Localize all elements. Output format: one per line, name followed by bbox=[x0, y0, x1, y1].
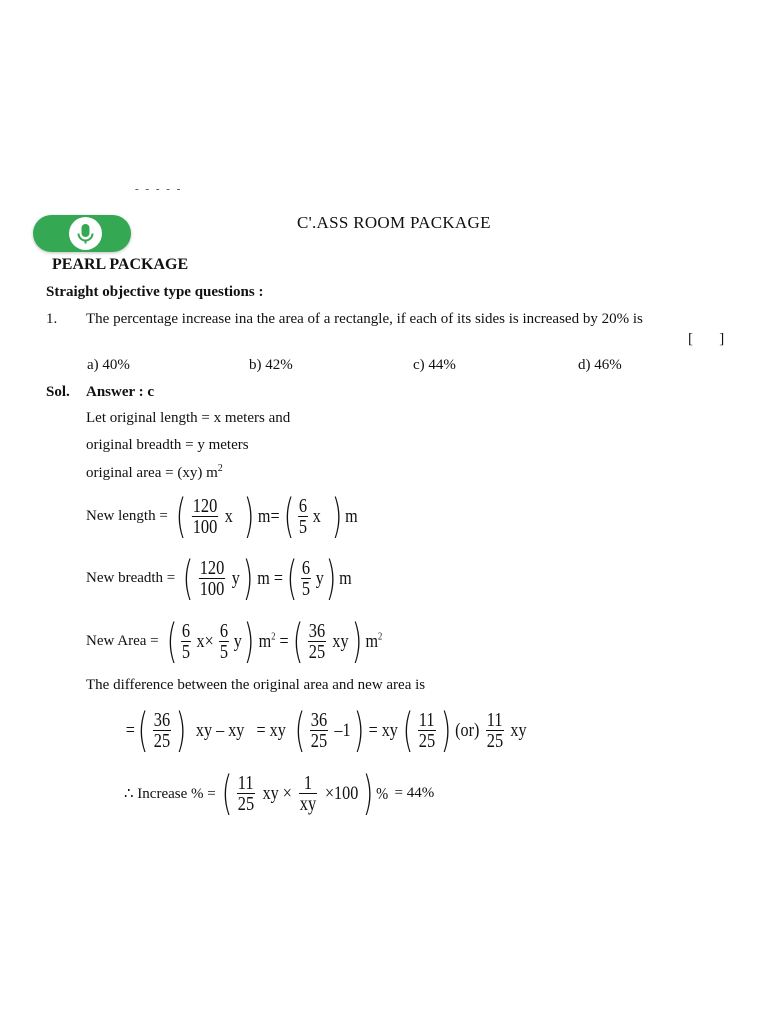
increase-label: ∴ Increase % = bbox=[124, 786, 216, 803]
voice-input-button[interactable] bbox=[33, 215, 131, 252]
solution-line-2: original breadth = y meters bbox=[86, 437, 249, 453]
difference-text: The difference between the original area and new area is bbox=[86, 677, 426, 693]
solution-line-1: Let original length = x meters and bbox=[86, 410, 291, 426]
answer-line: Answer : c bbox=[86, 384, 155, 400]
answer-bracket: [ ] bbox=[688, 331, 725, 347]
increase-equation: ∴ Increase % = ( $\frac{11}{25}$ xy × $\frac{1}{xy}$ ×100 ) % = 44% bbox=[124, 766, 435, 820]
section-title: Straight objective type questions : bbox=[46, 284, 264, 300]
new-area-equation: New Area = ( $\frac{6}{5}$ x× $\frac{6}{5}$ y ) $m^2$ = ( $\frac{36}{25}$ xy ) $m^2$ bbox=[86, 614, 383, 668]
option-c: c) 44% bbox=[413, 357, 456, 373]
new-breadth-equation: New breadth = ( $\frac{120}{100}$ y ) m = ( $\frac{6}{5}$ y ) m bbox=[86, 551, 353, 605]
option-d: d) 46% bbox=[578, 357, 622, 373]
result: = 44% bbox=[394, 785, 435, 802]
option-a: a) 40% bbox=[87, 357, 130, 373]
microphone-icon bbox=[69, 217, 102, 250]
new-length-label: New length = bbox=[86, 508, 168, 525]
new-breadth-label: New breadth = bbox=[86, 570, 176, 587]
new-area-label: New Area = bbox=[86, 633, 159, 650]
page-header: C'.ASS ROOM PACKAGE bbox=[297, 213, 491, 232]
new-length-equation: New length = ( $\frac{120}{100}$ x ) m= ( $\frac{6}{5}$ x ) m bbox=[86, 489, 358, 543]
solution-line-3: original area = (xy) $m^2$ bbox=[86, 463, 223, 481]
package-title: PEARL PACKAGE bbox=[52, 256, 189, 273]
top-dashes: - - - - - bbox=[135, 183, 183, 195]
question-text: The percentage increase ina the area of a rectangle, if each of its sides is increased by 20% is bbox=[86, 311, 643, 327]
option-b: b) 42% bbox=[249, 357, 293, 373]
solution-label: Sol. bbox=[46, 384, 70, 400]
difference-equation: = ( $\frac{36}{25}$ ) xy – xy = xy ( $\frac{36}{25}$ –1 ) = xy ( $\frac{11}{25}$ ) (or) $\frac{11}{25}$ xy bbox=[125, 703, 527, 757]
question-number: 1. bbox=[46, 311, 58, 327]
